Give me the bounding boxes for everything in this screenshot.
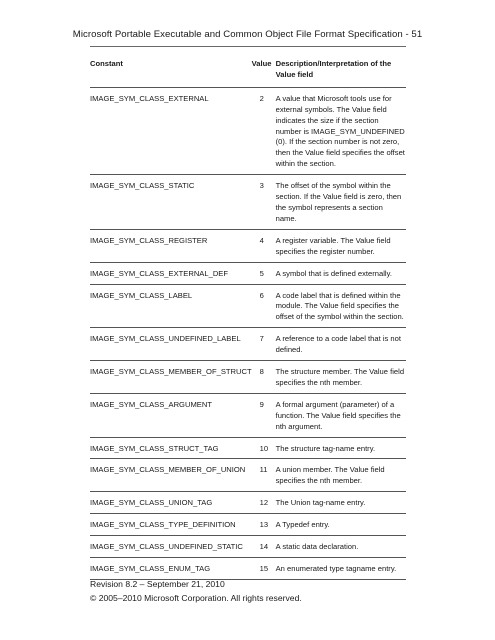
cell-constant: IMAGE_SYM_CLASS_LABEL: [90, 284, 252, 328]
table-row: [90, 393, 406, 437]
cell-constant: IMAGE_SYM_CLASS_MEMBER_OF_STRUCT: [90, 361, 252, 394]
cell-value: 13: [252, 514, 272, 536]
column-header-description: Description/Interpretation of the Value field: [272, 59, 406, 87]
cell-constant: IMAGE_SYM_CLASS_ARGUMENT: [90, 393, 252, 437]
storage-class-table: [90, 59, 406, 580]
cell-description: A Typedef entry.: [272, 514, 406, 536]
cell-description: The structure member. The Value field specifies the nth member.: [272, 361, 406, 394]
cell-constant: IMAGE_SYM_CLASS_TYPE_DEFINITION: [90, 514, 252, 536]
cell-constant: IMAGE_SYM_CLASS_UNION_TAG: [90, 492, 252, 514]
cell-description: A formal argument (parameter) of a function. The Value field specifies the nth argument.: [272, 393, 406, 437]
cell-description: A reference to a code label that is not defined.: [272, 328, 406, 361]
cell-value: 15: [252, 558, 272, 580]
cell-description: The structure tag-name entry.: [272, 437, 406, 459]
column-header-constant: Constant: [90, 59, 252, 87]
footer-revision: Revision 8.2 – September 21, 2010: [90, 579, 225, 589]
header-divider: [90, 46, 406, 47]
cell-constant: IMAGE_SYM_CLASS_REGISTER: [90, 229, 252, 262]
cell-constant: IMAGE_SYM_CLASS_EXTERNAL_DEF: [90, 262, 252, 284]
cell-constant: IMAGE_SYM_CLASS_STRUCT_TAG: [90, 437, 252, 459]
cell-description: The offset of the symbol within the section. If the Value field is zero, then the symbol represents a section name.: [272, 175, 406, 230]
cell-constant: IMAGE_SYM_CLASS_STATIC: [90, 175, 252, 230]
table-header-row: [90, 59, 406, 87]
cell-value: 8: [252, 361, 272, 394]
page-header-title: Microsoft Portable Executable and Common Object File Format Specification - 51: [72, 29, 423, 40]
table-row: [90, 514, 406, 536]
cell-description: A value that Microsoft tools use for external symbols. The Value field indicates the size if the section number is IMAGE_SYM_UNDEFINED (0). If the section number is not zero, then the Value field specifies the offset within the section.: [272, 87, 406, 174]
cell-description: A code label that is defined within the module. The Value field specifies the offset of the symbol within the section.: [272, 284, 406, 328]
table-row: [90, 328, 406, 361]
cell-value: 10: [252, 437, 272, 459]
table-row: [90, 536, 406, 558]
footer-copyright: © 2005–2010 Microsoft Corporation. All rights reserved.: [90, 592, 302, 603]
cell-description: A symbol that is defined externally.: [272, 262, 406, 284]
cell-constant: IMAGE_SYM_CLASS_MEMBER_OF_UNION: [90, 459, 252, 492]
cell-value: 6: [252, 284, 272, 328]
table-row: [90, 87, 406, 174]
cell-constant: IMAGE_SYM_CLASS_UNDEFINED_LABEL: [90, 328, 252, 361]
column-header-value: Value: [252, 59, 272, 87]
cell-description: The Union tag-name entry.: [272, 492, 406, 514]
cell-value: 5: [252, 262, 272, 284]
cell-value: 11: [252, 459, 272, 492]
cell-description: A union member. The Value field specifies the nth member.: [272, 459, 406, 492]
table-row: [90, 361, 406, 394]
table-row: [90, 229, 406, 262]
page-header: [0, 29, 495, 40]
cell-value: 3: [252, 175, 272, 230]
table-row: [90, 492, 406, 514]
cell-value: 9: [252, 393, 272, 437]
cell-description: A static data declaration.: [272, 536, 406, 558]
table-body: [90, 87, 406, 579]
table-row: [90, 284, 406, 328]
cell-description: A register variable. The Value field specifies the register number.: [272, 229, 406, 262]
table-row: [90, 262, 406, 284]
table-row: [90, 459, 406, 492]
table-row: [90, 175, 406, 230]
table-row: [90, 437, 406, 459]
cell-constant: IMAGE_SYM_CLASS_ENUM_TAG: [90, 558, 252, 580]
cell-value: 12: [252, 492, 272, 514]
cell-value: 2: [252, 87, 272, 174]
cell-value: 4: [252, 229, 272, 262]
cell-value: 7: [252, 328, 272, 361]
cell-constant: IMAGE_SYM_CLASS_UNDEFINED_STATIC: [90, 536, 252, 558]
cell-value: 14: [252, 536, 272, 558]
table-row: [90, 558, 406, 580]
page-footer: [90, 578, 302, 605]
cell-description: An enumerated type tagname entry.: [272, 558, 406, 580]
cell-constant: IMAGE_SYM_CLASS_EXTERNAL: [90, 87, 252, 174]
